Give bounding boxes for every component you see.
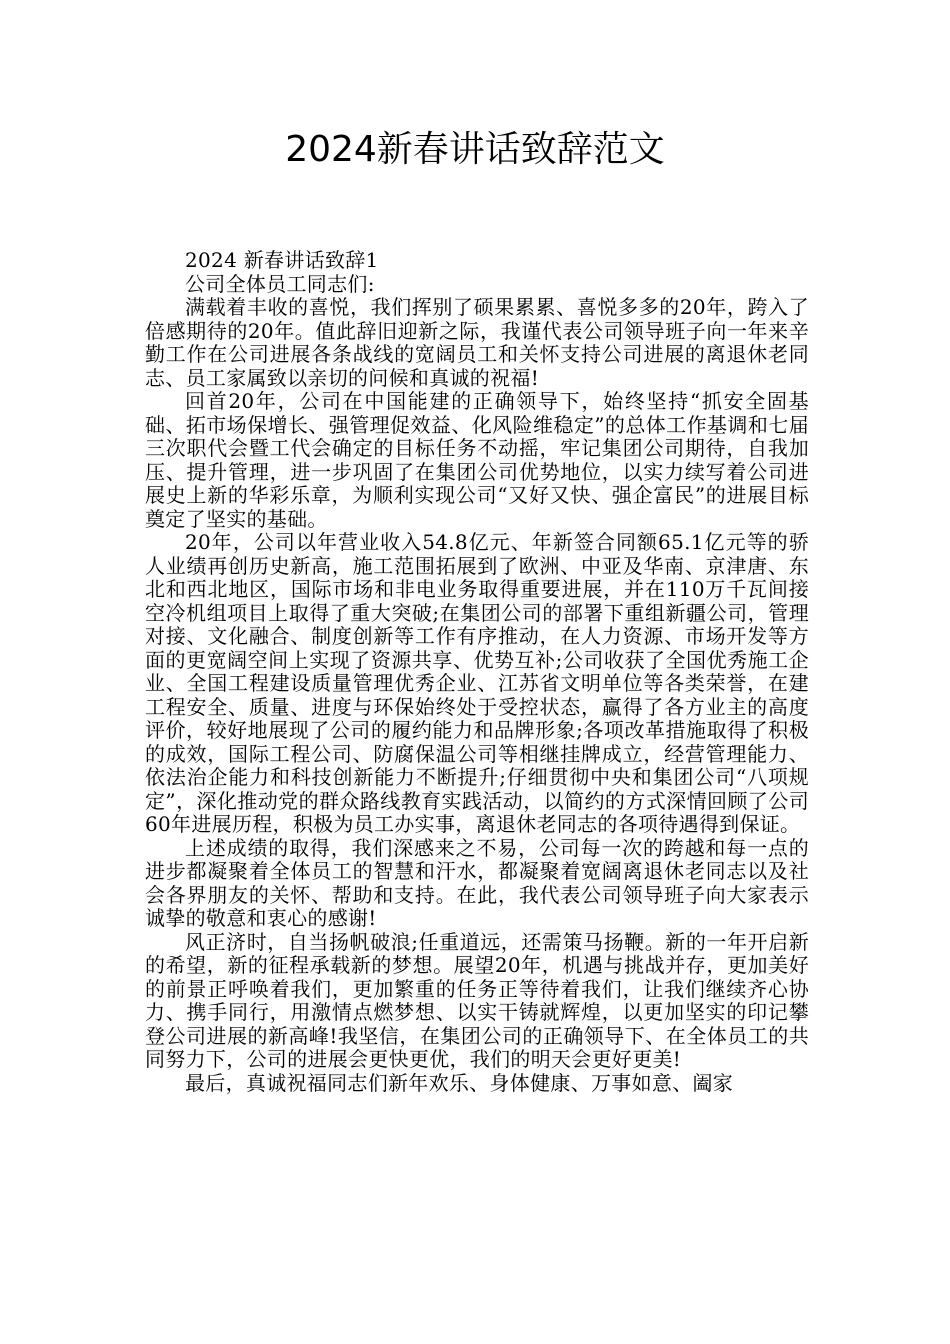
salutation: 公司全体员工同志们: bbox=[185, 271, 375, 296]
paragraph-5: 风正济时，自当扬帆破浪;任重道远，还需策马扬鞭。新的一年开启新的希望，新的征程承载新的梦想。展望20年，机遇与挑战并存，更加美好的前景正呼唤着我们，更加繁重的任务正等待着我们，让我们继续齐心协力、携手同行，用激情点燃梦想、以实干铸就辉煌，以更加坚实的印记攀登公司进展的新高峰!我坚信，在集团公司的正确领导下、在全体员工的共同努力下，公司的进展会更快更优，我们的明天会更好更美! bbox=[145, 929, 809, 1071]
paragraph-4: 上述成绩的取得，我们深感来之不易，公司每一次的跨越和每一点的进步都凝聚着全体员工的智慧和汗水，都凝聚着宽阔离退休老同志以及社会各界朋友的关怀、帮助和支持。在此，我代表公司领导班子向大家表示诚挚的敬意和衷心的感谢! bbox=[145, 835, 809, 930]
paragraph-6: 最后，真诚祝福同志们新年欢乐、身体健康、万事如意、阖家 bbox=[185, 1070, 734, 1095]
subheading: 2024 新春讲话致辞1 bbox=[185, 248, 379, 272]
paragraph-1: 满载着丰收的喜悦，我们挥别了硕果累累、喜悦多多的20年，跨入了倍感期待的20年。值此辞旧迎新之际，我谨代表公司领导班子向一年来辛勤工作在公司进展各条战线的宽阔员工和关怀支持公司进展的离退休老同志、员工家属致以亲切的问候和真诚的祝福! bbox=[145, 295, 809, 390]
paragraph-3: 20年，公司以年营业收入54.8亿元、年新签合同额65.1亿元等的骄人业绩再创历史新高，施工范围拓展到了欧洲、中亚及华南、京津唐、东北和西北地区，国际市场和非电业务取得重要进展，并在110万千瓦间接空冷机组项目上取得了重大突破;在集团公司的部署下重组新疆公司，管理对接、文化融合、制度创新等工作有序推动，在人力资源、市场开发等方面的更宽阔空间上实现了资源共享、优势互补;公司收获了全国优秀施工企业、全国工程建设质量管理优秀企业、江苏省文明单位等各类荣誉，在建工程安全、质量、进度与环保始终处于受控状态，赢得了各方业主的高度评价，较好地展现了公司的履约能力和品牌形象;各项改革措施取得了积极的成效，国际工程公司、防腐保温公司等相继挂牌成立，经营管理能力、依法治企能力和科技创新能力不断提升;仔细贯彻中央和集团公司“八项规定”，深化推动党的群众路线教育实践活动，以简约的方式深情回顾了公司60年进展历程，积极为员工办实事，离退休老同志的各项待遇得到保证。 bbox=[145, 530, 809, 836]
paragraph-2: 回首20年，公司在中国能建的正确领导下，始终坚持“抓安全固基础、拓市场保增长、强管理促效益、化风险维稳定”的总体工作基调和七届三次职代会暨工代会确定的目标任务不动摇，牢记集团公司期待，自我加压、提升管理，进一步巩固了在集团公司优势地位，以实力续写着公司进展史上新的华彩乐章，为顺利实现公司“又好又快、强企富民”的进展目标奠定了坚实的基础。 bbox=[145, 389, 809, 531]
document-title: 2024新春讲话致辞范文 bbox=[285, 129, 665, 170]
document-body bbox=[145, 249, 809, 1095]
